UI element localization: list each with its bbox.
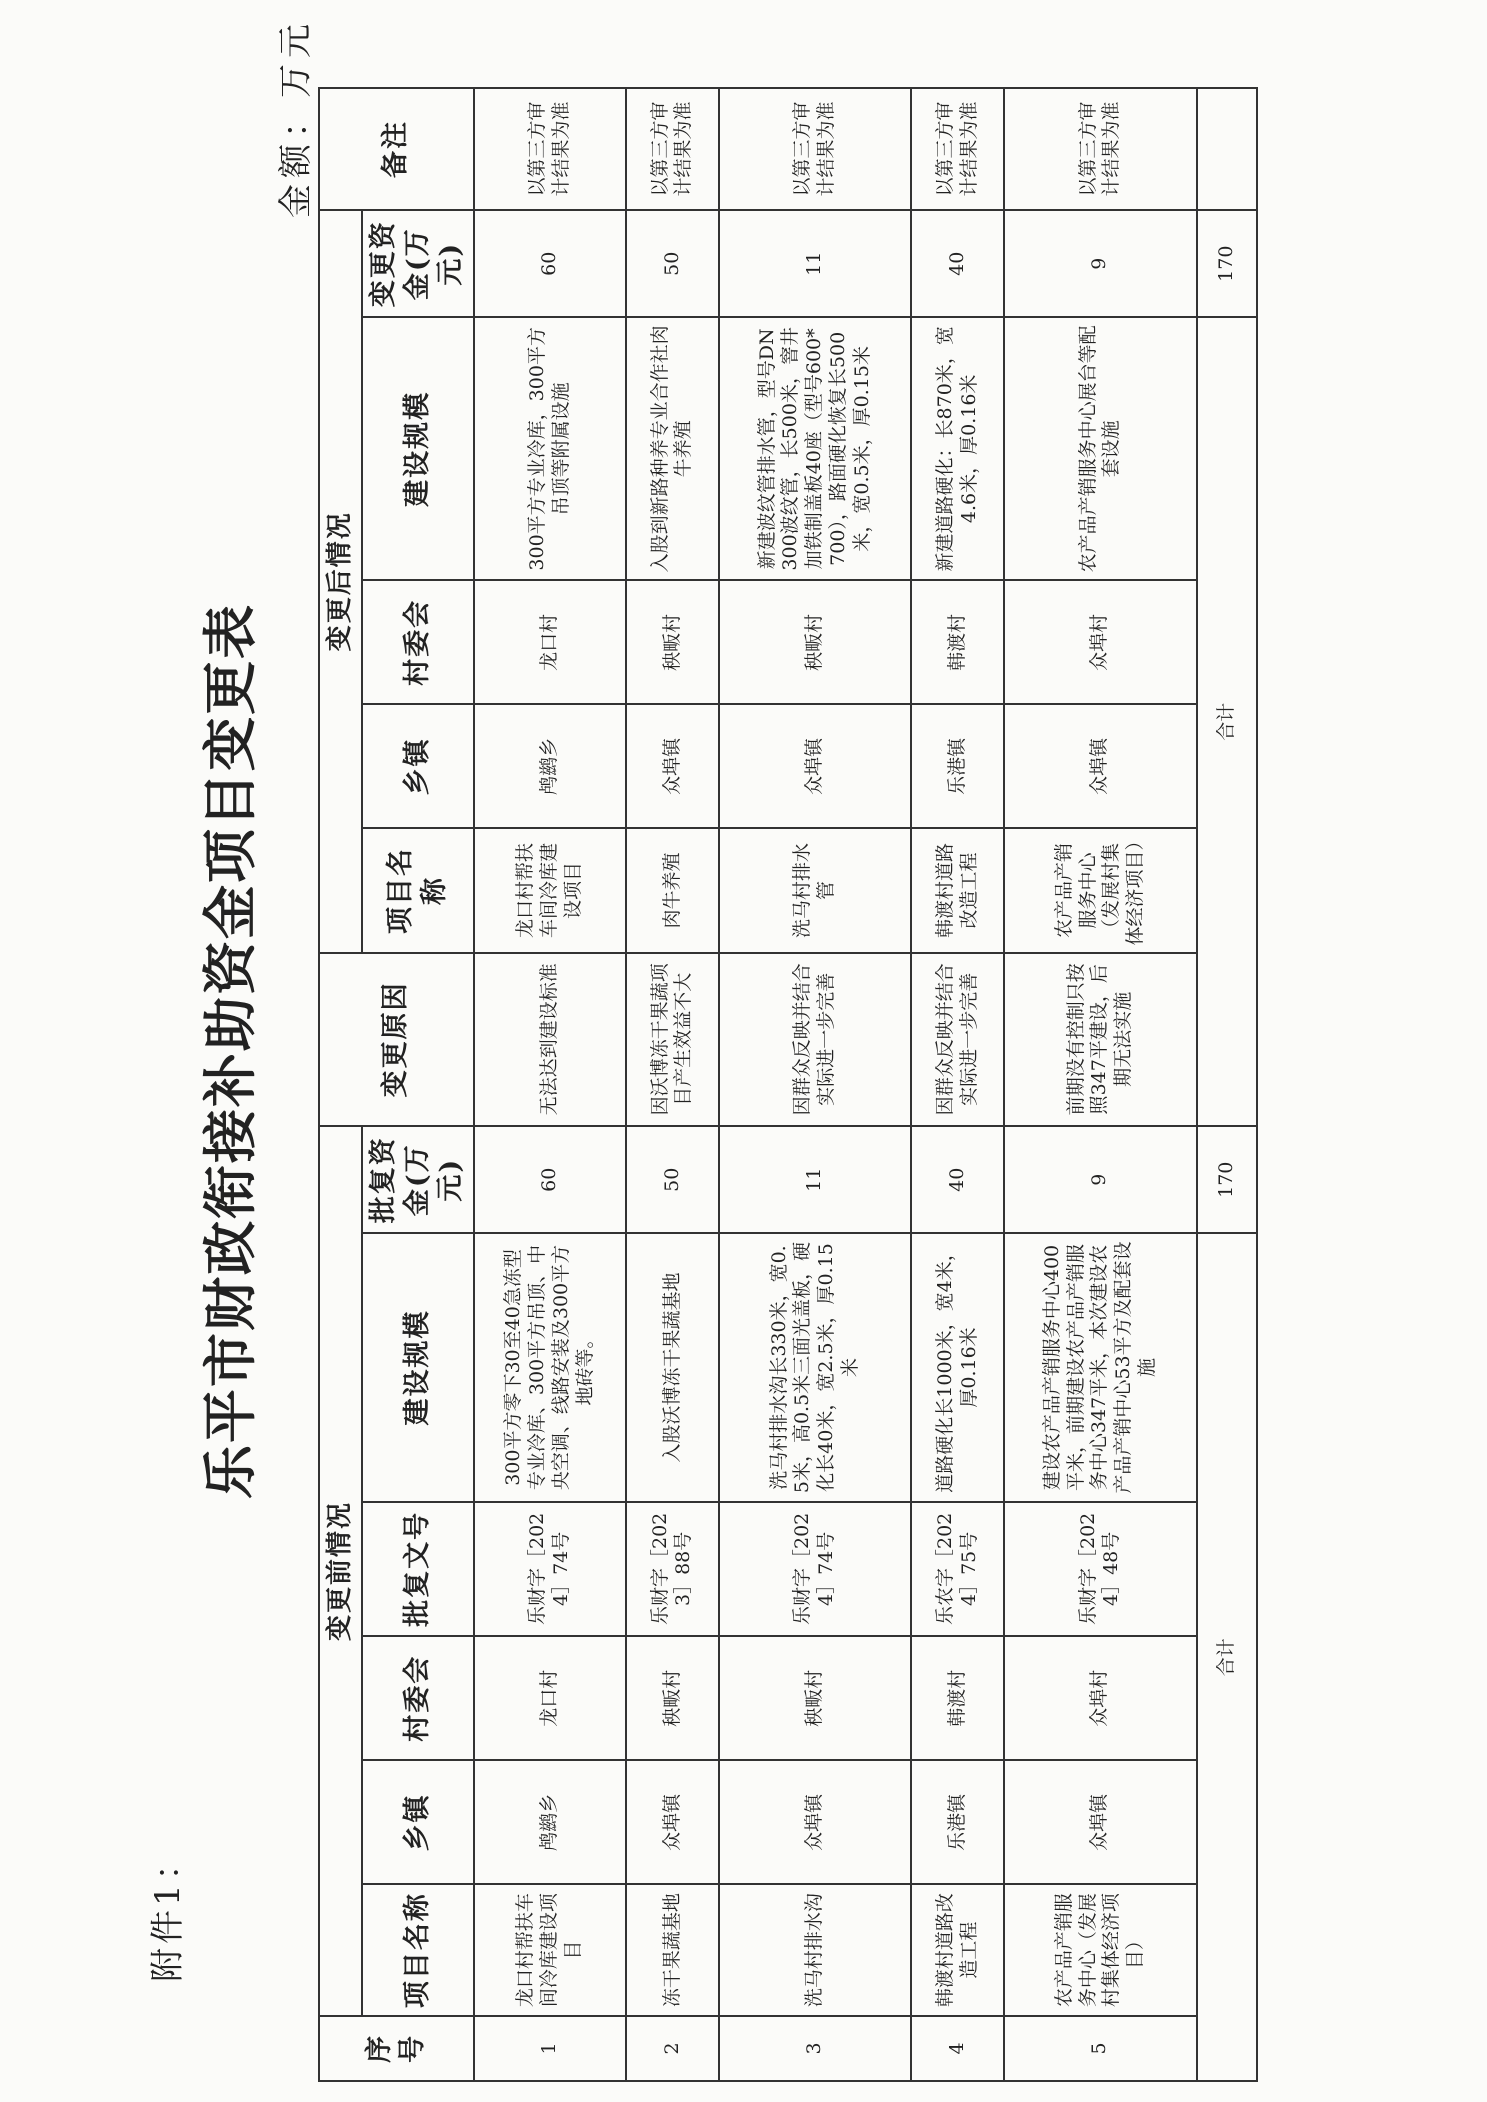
- cell-after-village: 秧畈村: [626, 580, 718, 704]
- table-row: [719, 88, 912, 2081]
- header-after-town: 乡镇: [362, 704, 474, 828]
- header-seq: 序号: [319, 2016, 474, 2081]
- header-after-group: 变更后情况: [319, 210, 362, 952]
- cell-before-town: 鸬鹚乡: [474, 1760, 627, 1884]
- cell-remark: 以第三方审计结果为准: [626, 88, 718, 210]
- cell-after-scale: 新建波纹管排水管，型号DN300波纹管，长500米，窨井加铁制盖板40座（型号600*700），路面硬化恢复长500米，宽0.5米，厚0.15米: [719, 317, 912, 580]
- header-changed: 变更资金(万元): [362, 210, 474, 317]
- cell-before-scale: 洗马村排水沟长330米，宽0.5米，高0.5米三面光盖板，硬化长40米，宽2.5米，厚0.15米: [719, 1233, 912, 1501]
- cell-before-town: 众埠镇: [719, 1760, 912, 1884]
- cell-after-village: 秧畈村: [719, 580, 912, 704]
- cell-approved: 60: [474, 1126, 627, 1233]
- cell-doc: 乐财字［2024］74号: [474, 1502, 627, 1637]
- cell-doc: 乐财字［2024］74号: [719, 1502, 912, 1637]
- cell-before-name: 韩渡村道路改造工程: [911, 1884, 1003, 2015]
- cell-changed: 11: [719, 210, 912, 317]
- cell-after-name: 肉牛养殖: [626, 828, 718, 952]
- attachment-label: 附件1：: [148, 1842, 188, 1982]
- cell-remark: 以第三方审计结果为准: [719, 88, 912, 210]
- cell-seq: 3: [719, 2016, 912, 2081]
- cell-before-village: 秧畈村: [719, 1636, 912, 1760]
- cell-before-village: 韩渡村: [911, 1636, 1003, 1760]
- header-reason: 变更原因: [319, 953, 474, 1127]
- cell-changed: 50: [626, 210, 718, 317]
- cell-before-scale: 建设农产品产销服务中心400平米，前期建设农产品产销服务中心347平米，本次建设农产品产销中心53平方及配套设施: [1004, 1233, 1197, 1501]
- total-after-label: 合计: [1197, 317, 1257, 1126]
- table-row: [911, 88, 1003, 2081]
- table-row: [474, 88, 627, 2081]
- cell-remark: 以第三方审计结果为准: [474, 88, 627, 210]
- cell-after-town: 乐港镇: [911, 704, 1003, 828]
- header-approved: 批复资金(万元): [362, 1126, 474, 1233]
- cell-reason: 前期没有控制只按照347平建设，后期无法实施: [1004, 953, 1197, 1127]
- cell-after-town: 众埠镇: [1004, 704, 1197, 828]
- header-before-name: 项目名称: [362, 1884, 474, 2015]
- cell-after-village: 韩渡村: [911, 580, 1003, 704]
- cell-doc: 乐财字［2023］88号: [626, 1502, 718, 1637]
- cell-approved: 50: [626, 1126, 718, 1233]
- header-after-scale: 建设规模: [362, 317, 474, 580]
- cell-after-name: 洗马村排水管: [719, 828, 912, 952]
- cell-changed: 9: [1004, 210, 1197, 317]
- change-table: [318, 87, 1258, 2082]
- cell-doc: 乐农字［2024］75号: [911, 1502, 1003, 1637]
- cell-after-scale: 300平方专业冷库，300平方吊顶等附属设施: [474, 317, 627, 580]
- total-before-label: 合计: [1197, 1233, 1257, 2081]
- cell-after-town: 众埠镇: [719, 704, 912, 828]
- cell-remark: 以第三方审计结果为准: [1004, 88, 1197, 210]
- cell-remark: 以第三方审计结果为准: [911, 88, 1003, 210]
- total-after-value: 170: [1197, 210, 1257, 317]
- cell-before-scale: 300平方零下30至40急冻型专业冷库、300平方吊顶、中央空调、线路安装及300平方地砖等。: [474, 1233, 627, 1501]
- cell-after-name: 农产品产销服务中心（发展村集体经济项目）: [1004, 828, 1197, 952]
- cell-before-name: 冻干果蔬基地: [626, 1884, 718, 2015]
- table-row: [1004, 88, 1197, 2081]
- table-row: [626, 88, 718, 2081]
- header-after-village: 村委会: [362, 580, 474, 704]
- cell-after-name: 韩渡村道路改造工程: [911, 828, 1003, 952]
- cell-before-scale: 入股沃博冻干果蔬基地: [626, 1233, 718, 1501]
- total-row: [1197, 88, 1257, 2081]
- cell-reason: 因群众反映并结合实际进一步完善: [911, 953, 1003, 1127]
- total-before-value: 170: [1197, 1126, 1257, 1233]
- cell-before-village: 众埠村: [1004, 1636, 1197, 1760]
- cell-approved: 11: [719, 1126, 912, 1233]
- header-doc: 批复文号: [362, 1502, 474, 1637]
- cell-changed: 40: [911, 210, 1003, 317]
- header-remark: 备注: [319, 88, 474, 210]
- cell-before-town: 众埠镇: [626, 1760, 718, 1884]
- header-before-group: 变更前情况: [319, 1126, 362, 2016]
- cell-seq: 2: [626, 2016, 718, 2081]
- cell-changed: 60: [474, 210, 627, 317]
- cell-approved: 9: [1004, 1126, 1197, 1233]
- cell-seq: 5: [1004, 2016, 1197, 2081]
- cell-after-scale: 新建道路硬化：长870米，宽4.6米，厚0.16米: [911, 317, 1003, 580]
- header-before-village: 村委会: [362, 1636, 474, 1760]
- cell-before-name: 洗马村排水沟: [719, 1884, 912, 2015]
- cell-after-town: 鸬鹚乡: [474, 704, 627, 828]
- cell-after-village: 众埠村: [1004, 580, 1197, 704]
- cell-after-name: 龙口村帮扶车间冷库建设项目: [474, 828, 627, 952]
- cell-before-town: 乐港镇: [911, 1760, 1003, 1884]
- cell-before-town: 众埠镇: [1004, 1760, 1197, 1884]
- header-before-town: 乡镇: [362, 1760, 474, 1884]
- cell-after-scale: 农产品产销服务中心展台等配套设施: [1004, 317, 1197, 580]
- cell-after-town: 众埠镇: [626, 704, 718, 828]
- document-title: 乐平市财政衔接补助资金项目变更表: [198, 603, 262, 1499]
- cell-before-name: 农产品产销服务中心（发展村集体经济项目）: [1004, 1884, 1197, 2015]
- cell-seq: 1: [474, 2016, 627, 2081]
- cell-doc: 乐财字［2024］48号: [1004, 1502, 1197, 1637]
- total-remark-empty: [1197, 88, 1257, 210]
- cell-seq: 4: [911, 2016, 1003, 2081]
- unit-label: 金额：万元: [276, 18, 316, 218]
- cell-before-village: 秧畈村: [626, 1636, 718, 1760]
- cell-reason: 因沃博冻干果蔬项目产生效益不大: [626, 953, 718, 1127]
- cell-after-village: 龙口村: [474, 580, 627, 704]
- cell-before-village: 龙口村: [474, 1636, 627, 1760]
- cell-approved: 40: [911, 1126, 1003, 1233]
- cell-before-name: 龙口村帮扶车间冷库建设项目: [474, 1884, 627, 2015]
- header-before-scale: 建设规模: [362, 1233, 474, 1501]
- cell-before-scale: 道路硬化长1000米，宽4米，厚0.16米: [911, 1233, 1003, 1501]
- cell-reason: 无法达到建设标准: [474, 953, 627, 1127]
- cell-after-scale: 入股到新路种养专业合作社肉牛养殖: [626, 317, 718, 580]
- cell-reason: 因群众反映并结合实际进一步完善: [719, 953, 912, 1127]
- header-after-name: 项目名称: [362, 828, 474, 952]
